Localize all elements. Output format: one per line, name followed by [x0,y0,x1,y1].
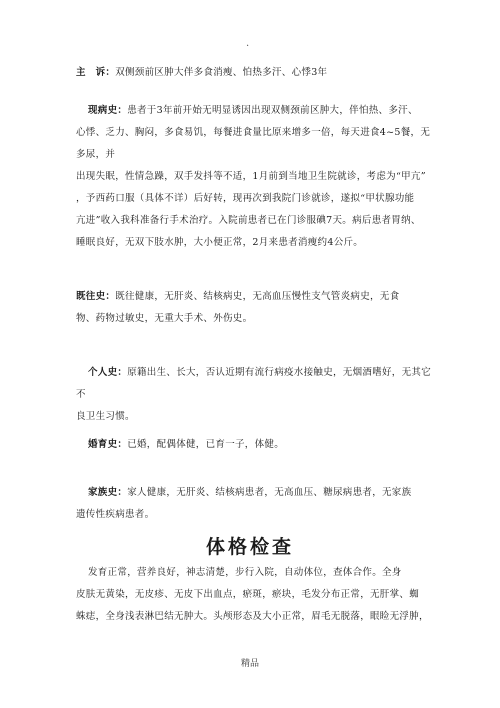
header-dot: . [246,38,250,49]
hpi-line: 心悸、乏力、胸闷，多食易饥，每餐进食量比原来增多一倍，每天进食4~5餐，无多尿，并 [76,127,431,160]
chief-text: 双侧颈前区肿大伴多食消瘦、怕热多汗、心悸3年 [115,67,328,78]
family-label: 家族史： [88,487,128,498]
family-history [76,482,436,526]
footer-text: 精品 [240,659,259,669]
chief-complaint [76,62,436,84]
marital-text: 已婚，配偶体健，已育一子，体健。 [127,439,285,450]
present-illness [76,100,436,254]
past-label: 既往史： [76,291,116,302]
hpi-line: 亢进”收入我科准备行手术治疗。入院前患者已在门诊服碘7天。病后患者胃纳、 [76,215,421,226]
past-line: 既往健康，无肝炎、结核病史，无高血压慢性支气管炎病史，无食 [115,291,400,302]
past-history [76,286,436,330]
exam-title: 体格检查 [205,536,294,558]
hpi-line: 睡眠良好，无双下肢水肿，大小便正常，2月来患者消瘦约4公斤。 [76,237,364,248]
personal-line: 良卫生习惯。 [76,411,135,422]
hpi-line: 出现失眠，性情急躁，双手发抖等不适，1月前到当地卫生院就诊，考虑为“甲亢” [76,171,426,182]
hpi-label: 现病史： [88,105,128,116]
personal-label: 个人史： [88,367,128,378]
personal-history [76,362,436,428]
past-line: 物、药物过敏史，无重大手术、外伤史。 [76,313,253,324]
hpi-line: 患者于3年前开始无明显诱因出现双侧颈前区肿大，伴怕热、多汗、 [127,105,418,116]
exam-line: 发育正常，营养良好，神志清楚，步行入院，自动体位，查体合作。全身 [88,567,402,578]
exam-line: 皮肤无黄染，无皮疹、无皮下出血点，瘀斑，瘀块，毛发分布正常，无肝掌、蜘 [76,589,420,600]
chief-label: 主 诉： [76,67,116,78]
family-line: 家人健康，无肝炎、结核病患者，无高血压、糖尿病患者，无家族 [127,487,412,498]
exam-line: 蛛痣，全身浅表淋巴结无肿大。头颅形态及大小正常，眉毛无脱落，眼睑无浮肿， [76,611,429,622]
hpi-line: ，予西药口服（具体不详）后好转，现再次到我院门诊就诊，遂拟“甲状腺功能 [76,193,415,204]
physical-exam [76,562,436,628]
marital-label: 婚育史： [88,439,128,450]
personal-line: 原籍出生、长大，否认近期有流行病疫水接触史，无烟酒嗜好，无其它不 [76,367,432,400]
family-line: 遗传性疾病患者。 [76,509,155,520]
marital-history [76,434,436,456]
